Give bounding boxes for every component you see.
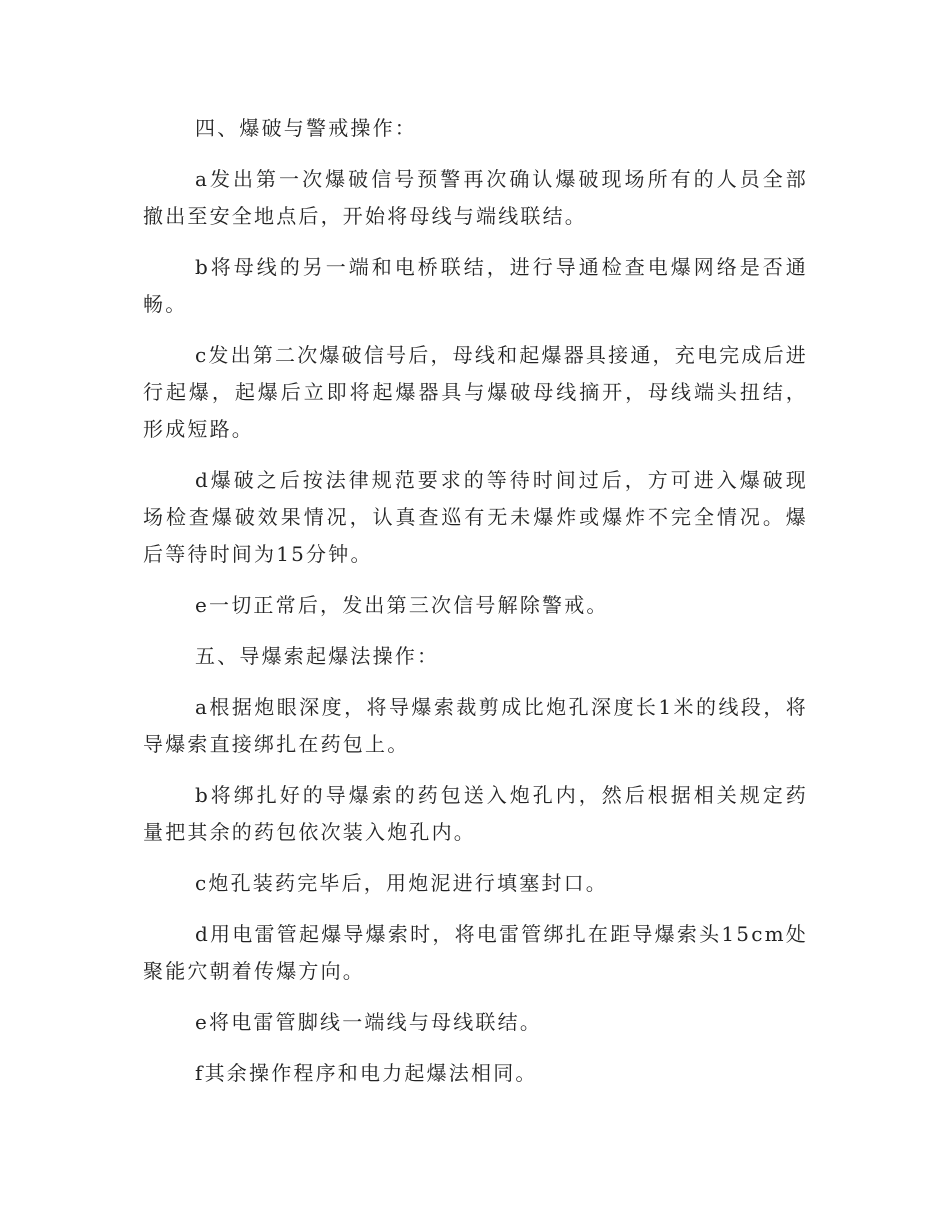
paragraph-step-a: a发出第一次爆破信号预警再次确认爆破现场所有的人员全部撤出至安全地点后，开始将母线与端线联结。: [143, 167, 808, 228]
paragraph-step-c: c发出第二次爆破信号后，母线和起爆器具接通，充电完成后进行起爆，起爆后立即将起爆器具与爆破母线摘开，母线端头扭结，形成短路。: [143, 343, 808, 441]
paragraph-cord-step-a: a根据炮眼深度，将导爆索裁剪成比炮孔深度长1米的线段，将导爆索直接绑扎在药包上。: [143, 695, 808, 756]
paragraph-cord-step-f: f其余操作程序和电力起爆法相同。: [195, 1061, 538, 1085]
paragraph-cord-step-e: e将电雷管脚线一端线与母线联结。: [195, 1010, 543, 1034]
paragraph-step-e: e一切正常后，发出第三次信号解除警戒。: [195, 593, 609, 617]
paragraph-cord-step-c: c炮孔装药完毕后，用炮泥进行填塞封口。: [195, 871, 609, 895]
document-body: [143, 110, 808, 1106]
paragraph-step-d: d爆破之后按法律规范要求的等待时间过后，方可进入爆破现场检查爆破效果情况，认真查巡有无未爆炸或爆炸不完全情况。爆后等待时间为15分钟。: [143, 468, 808, 566]
section-heading-blasting-warning: 四、爆破与警戒操作：: [195, 116, 417, 140]
paragraph-cord-step-d: d用电雷管起爆导爆索时，将电雷管绑扎在距导爆索头15cm处聚能穴朝着传爆方向。: [143, 922, 808, 983]
paragraph-cord-step-b: b将绑扎好的导爆索的药包送入炮孔内，然后根据相关规定药量把其余的药包依次装入炮孔内。: [143, 783, 808, 844]
paragraph-step-b: b将母线的另一端和电桥联结，进行导通检查电爆网络是否通畅。: [143, 255, 808, 316]
section-heading-detonating-cord: 五、导爆索起爆法操作：: [195, 644, 440, 668]
